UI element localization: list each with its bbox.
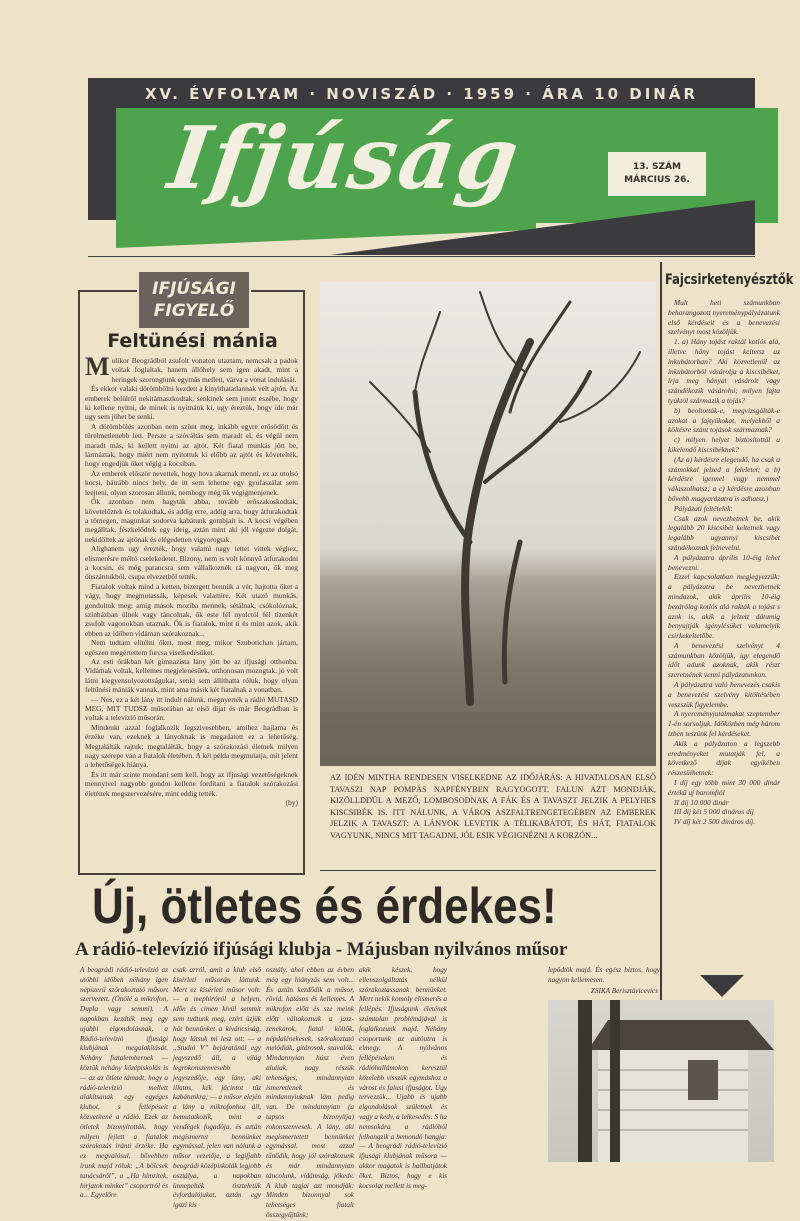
masthead-rule (88, 256, 755, 257)
paragraph: (Az a) kérdésre elegendő, ha csak a számokkal jelzed a feleletet; a b) kérdésre igennel vagy nemmel válaszolhatsz; a c) kérdésre azonban bővebb magyarázatra is adhatsz.) (668, 454, 780, 503)
author-initials: (by) (285, 798, 298, 808)
paragraph: Csak azok nevezhetnek be, akik legalább 20 kiscsibét keltetnek vagy legalább ugyannyi kiscsibét szándékoznak felnevelni. (668, 513, 780, 552)
photo-caption: AZ IDÉN MINTHA RENDESEN VISELKEDNE AZ IDŐJÁRÁS: A HIVATALOSAN ELSŐ TAVASZI NAP POMPÁS NAPFÉNYBEN RAGYOGOTT. FALUN AZT MONDJÁK, KIZÖLLDDÜL A MEZŐ, LOMBOSODNAK A FÁK ÉS A TAVASZT JELZIK A PELYHES KISCSIBÉK IS. ITT NÁLUNK, A VÁROS ASZFALTRENGETEGÉBEN AZ EMBEREK JELZIK A TAVASZT: A LÁNYOK LEVETIK A TÉLIKABÁTOT, ÉS HÁT, FIATALOK VAGYUNK, NINCS MIT TAGADNI, JÓL ESIK VÉGIGNÉZNI A KORZÓN... (330, 773, 656, 840)
paragraph: A pályázatra április 10-éig lehet benevezni. (668, 552, 780, 572)
prize-item: I díj egy több mint 30 000 dinár értékű uj baromfiól (668, 778, 780, 797)
issue-number: 13. SZÁM (632, 162, 681, 172)
prize-item: II díj 10 000 dinár (674, 797, 729, 807)
paragraph: Ezzel kapcsolatban megjegyezzük: a pályázatra be nevezhetnek mindazok, akik április 10-éig bezárólag kotlós alá rakták a tojást s azok is, akik a jelzett dátumig benyujtják igénylésüket valamelyik csirkekeltetőbe. (668, 572, 780, 641)
paragraph: — Nos, ez a két lány itt indult nálunk, megnyerték a rádió MUTASD MEG, MIT TUDSZ műsorában az első díjat és már Beográdban is voltak a televízió műsorán. (85, 694, 298, 723)
article-column: osztály, ahol ebben az évben még egy hiányzás sem volt... És aztán kezdődik a műsor, rövid, hatásos és kellemes. A mikrofon előtt és sze meink előtt váltakoznak a jazz-zenekarok, fiatal költők, népdalénekesek, szórakoztató melódiák, gitárosok, szavalók. Mindannyian húsz éven aluliak, nagy részük tehetséges, mindannyian ismeretlenek és mindannyiuknak lám pedig van. De mindannyian (a tapsos bizonyítja) rokonszenvesek. A lány, aki megismertetett bennünket egymással, most azzal tűnődik, hogy jól szórakozunk és már mindannyian táncolunk, vidámság, jókedv. A klub tagjai azt mondják: Minden bizonnyal sok tehetséges fiatalt összegyűjtünk; (266, 966, 354, 1219)
issue-box (608, 152, 706, 196)
tree-illustration (320, 282, 656, 766)
paragraph: 1. a) Hány tojást raktál kotlós alá, illetve hány tojást keltetsz az inkubátorban? Aki közvetlenül az inkubátorból vásárolja a kiscsibéket, írja meg hányat vásárolt vagy szándékozik vásárolni; milyen fajta tyúktól származik a tojás? (668, 337, 780, 405)
paragraph: És itt már szinte mondani sem kell, hogy az ifjusági vezetőségeknek mennyivel nagyobb gondot kellene fordítani a fiatalok szórakozási életének megszervezésére, mint eddig tették. (85, 769, 298, 798)
article-column: akik készek, hogy ellenszolgáltatás nélkül szórakoztassanak bennünket. Mert nekik komoly elismerés a fellépés. Ifjuságunk életének számtalan problémájával is foglalkozunk majd. Néhány csoportunk az autóutra is elmegy. A nyilvános fellépéseken és rádióhullámokon keresztül közelebb visszük egymáshoz a várost és falusi ifjuságot. Ugy tervezzük... Ujabb és ujabb elgondolások születnek és vagy a kedv, a lelkesedés. S ha nemsokára a rádióból felhangzik a bemondó hangja: — A beográdi rádió-televízió ifjusági klubjának műsora — akkor magatok is hallhatjátok őket. Biztos, hogy e kis kocsolat mellett is meg- (359, 966, 447, 1190)
caption-rule (320, 870, 656, 871)
column-logo-line: IFJÚSÁGI (152, 279, 236, 299)
article-column: A beográdi rádió-televízió az utóbbi időben néhány igen népszerű szórakoztató műsort szervezett. (Önölé a mikrofon, Dupla vagy semmi). A napokban kezdték meg egy ujabbi elgondolásnak, a Rádió-televízió ifjusági klubjának megalakítását. Néhány fiatalembernek — köztük néhány középiskolás is — az az ötlete támadt, hogy a rádió-televízió mellett alakítsanak egy egyéges klubot, s fellépéseit közvetítené a rádió. Ezek az ötletek bizonyították, hogy milyen fejlett a fiatalok szórakozás iránti érzéke. Ha ez megvalósul, bővebben írunk majd róluk: „A bölcsek tanácsáról”, a „Ha hímzitek, hirjatok minket” csoportról és a... Egyelőre (80, 966, 168, 1200)
prize-item: IV díj két 2 500 dináros díj. (674, 817, 756, 827)
byline: ZSIKA Berisztávicevics (590, 987, 658, 995)
paragraph: ulikor Beográdból zsufolt vonaton utaztam, nemcsak a padok voltak foglaltak, hanem állóhely sem igen akadt, mint a heringek szorongtunk egymás mellett, várva a vonat indulását. (111, 356, 298, 384)
column-rule (660, 262, 662, 1002)
paragraph: Ők azonban nem hagyták abba, tovább erőszakoskodtak, követelőztek és tolakodtak, és addig erre, addig arra, hogy átfurakodtak a tömegen, magunkat sodorva kabátunk gombjait is. A kocsi végében megálltak, fészkelődtek egy ideig, aztán mint aki jól végezte dolgát, nekidőltek az ajtónak és elégedetten vigyorogtak. (85, 497, 298, 544)
newspaper-title: Ifjúság (162, 108, 527, 209)
right-column-title: Fajcsirketenyésztők (665, 272, 794, 288)
paragraph: Az emberek először nevettek, hogy hova akarnak menni, ez az utolsó kocsi, hátrább nincs hely, de itt sem lehetne egy gyufaszálat sem leejteni, olyan szorosan állunk, nemhogy még ők végigmenjenek. (85, 468, 298, 497)
paragraph: A dörömbölés azonban nem szünt meg, inkább egyre erősödött és türelmetlenebb lett. Persze a szóváltás sem maradt el, és végül nem maradt más, ki kellett nyitni az ajtót. Két fiatal munkás jött be, lármáztak, hogy miért nem nyitottuk ki előbb az ajtót és követelték, hogy engedjük őket végig a kocsiban. (85, 421, 298, 469)
paragraph: Nem tudtam elítélni őket, most meg, mikor Szubotichan jártam, egészen megértettem furcsa viselkedésüket. (85, 638, 298, 657)
article-column: csak arról, amit a klub első kísérleti műsorán láttunk. Mert ez kísérleti műsor volt: — a mephiróról a helyen, időn és címen kívül semmit sem tudtunk meg, ezért üzjük hát bennünket a kíváncsiság, hogy látsuk mi lesz ott; — a „Studió V” bejáratánál egy jegyszedő áll, a világ legrokonszenvesebb jegyszedője, egy lány, aki illatos, kék jácintot tűz kabátunkra; — a műsor elején a lány a mikrofonhoz áll, bemutatkozik, mint a vendégek fogadója, és aztán megismertet bennünket egymással, jelen van nálunk a műsor vezetője, a legifjabb beográdi középiskolák legjobb osztálya, a napokban ünnepelték tiszteletük évfordulójukat, aztán egy igazi kis (173, 966, 261, 1210)
paragraph: Pályázati feltételek: (674, 503, 733, 513)
paragraph: Akik a pályázaton a legszebb eredményeket mutatják fel, a következő díjak egyikében részesülhetnek: (668, 738, 780, 778)
paragraph: Mult heti számunkban beharangozott nyereménypályázatunk első kérdéseit és a benevezési szelvényt most közöljük. (668, 298, 780, 337)
prize-item: III díj két 5 000 dináros díj (674, 807, 754, 817)
column-logo-line: FIGYELŐ (153, 301, 235, 321)
right-column-body (668, 298, 780, 970)
paragraph: b) beoltották-e, megvizsgálták-e azokat a fajtyúkokat, melyekből a költésre szánt tojások származnak? (668, 405, 780, 435)
paragraph: Az esti órákban két gimnazista lány jött be az ifjusági otthonba. Vidámak voltak, kellemes megjelenésűek, otthonosan mozogtak, jó volt látni kiegyensulyozottságukat, senki sem állíthatta róluk, hogy olyan feltűnési mániák vannak, mint ama másik két fiatalnak a vonatban. (85, 657, 298, 695)
article-column: lepődtök majd. És egész biztos, hogy nagyon kellemesen. (548, 966, 660, 984)
paragraph: A nyereményjutalmakat szeptember 1-én sorsoljuk. Időközben még három izben teszünk fel kérdéseket. (668, 709, 780, 739)
column-logo (137, 270, 251, 330)
paragraph: És ekkor valaki dörömbölni kezdett a kinyithatatlannak vélt ajtón. Az emberek belülről nekitámaszkodtak, senkinek sem jutott eszébe, hogy ki kellene nyitni, de minek is nyitnánk ki, ugy éreztük, hogy ide már ugy sem jöhet be senki. (85, 384, 298, 422)
paragraph: c) milyen helyet biztosítottál a kikelendő kiscsibéknek? (668, 435, 780, 454)
paragraph: Mindenki azzal foglalkozik legszivesebben, amihez hajlama és érzéke van, ezeknek a lányoknak is megadatott ez a lehetőség. Megtalálták rajtuk; megtalálták, hogy a szórakozási életnek milyen nagy szerepe van a fiatalok életében. A két példa megmutatja, mit jelent a lehetőségek hiánya. (85, 722, 298, 770)
paragraph: Fiatalok voltak mind a ketten, bizergett bennük a vér, hajtotta őket a vágy, hogy megmutassák, képesek valamire. Két utazó munkás, gondoltuk meg: amíg mások moziba mennek, sétálnak, csókolóznak, színházban ülnek vagy táncolnak, ők este fél nyolctól fél tizenkét zsufolt vagonokban utaznak. Ők is fiatalok, mint ti és mint azok, akik ebben az időben vidáman szórakoznak... (85, 581, 298, 638)
paragraph: A pályázatra való benevezés csakis a benevezési szelvény kitöltésében veszszük figyelembe. (668, 680, 780, 709)
left-article-body (85, 352, 298, 870)
spring-tree-photo (320, 282, 656, 766)
main-headline: Új, ötletes és érdekes! (92, 878, 557, 934)
down-triangle-icon (700, 975, 744, 997)
house-illustration (548, 1000, 774, 1162)
left-article-title: Feltünési mánia (107, 330, 278, 352)
paragraph: A benevezési szelvényt 4 számunkban közöljük, így elegendő időt adunk azoknak, akik részt szeretnének venni pályázatunkon. (668, 640, 780, 680)
masthead-topline: XV. ÉVFOLYAM · NOVISZÁD · 1959 · ÁRA 10 DINÁR (88, 78, 755, 110)
house-photo (548, 1000, 774, 1162)
issue-date: MÁRCIUS 26. (624, 175, 690, 185)
dropcap: M (85, 352, 110, 381)
sub-headline: A rádió-televízió ifjúsági klubja - Májusban nyilvános műsor (75, 939, 568, 960)
paragraph: Alighanem ugy érezték, hogy valami nagy tettet vittek véghez, elismerésre méltó cselekedetet. Bizony, nem is volt könnyű átfurakodni a kocsin, és még parancsra sem vállalkoznék rá nagyon, ők meg önszántukból, csupa elvezetből tették. (85, 544, 298, 582)
